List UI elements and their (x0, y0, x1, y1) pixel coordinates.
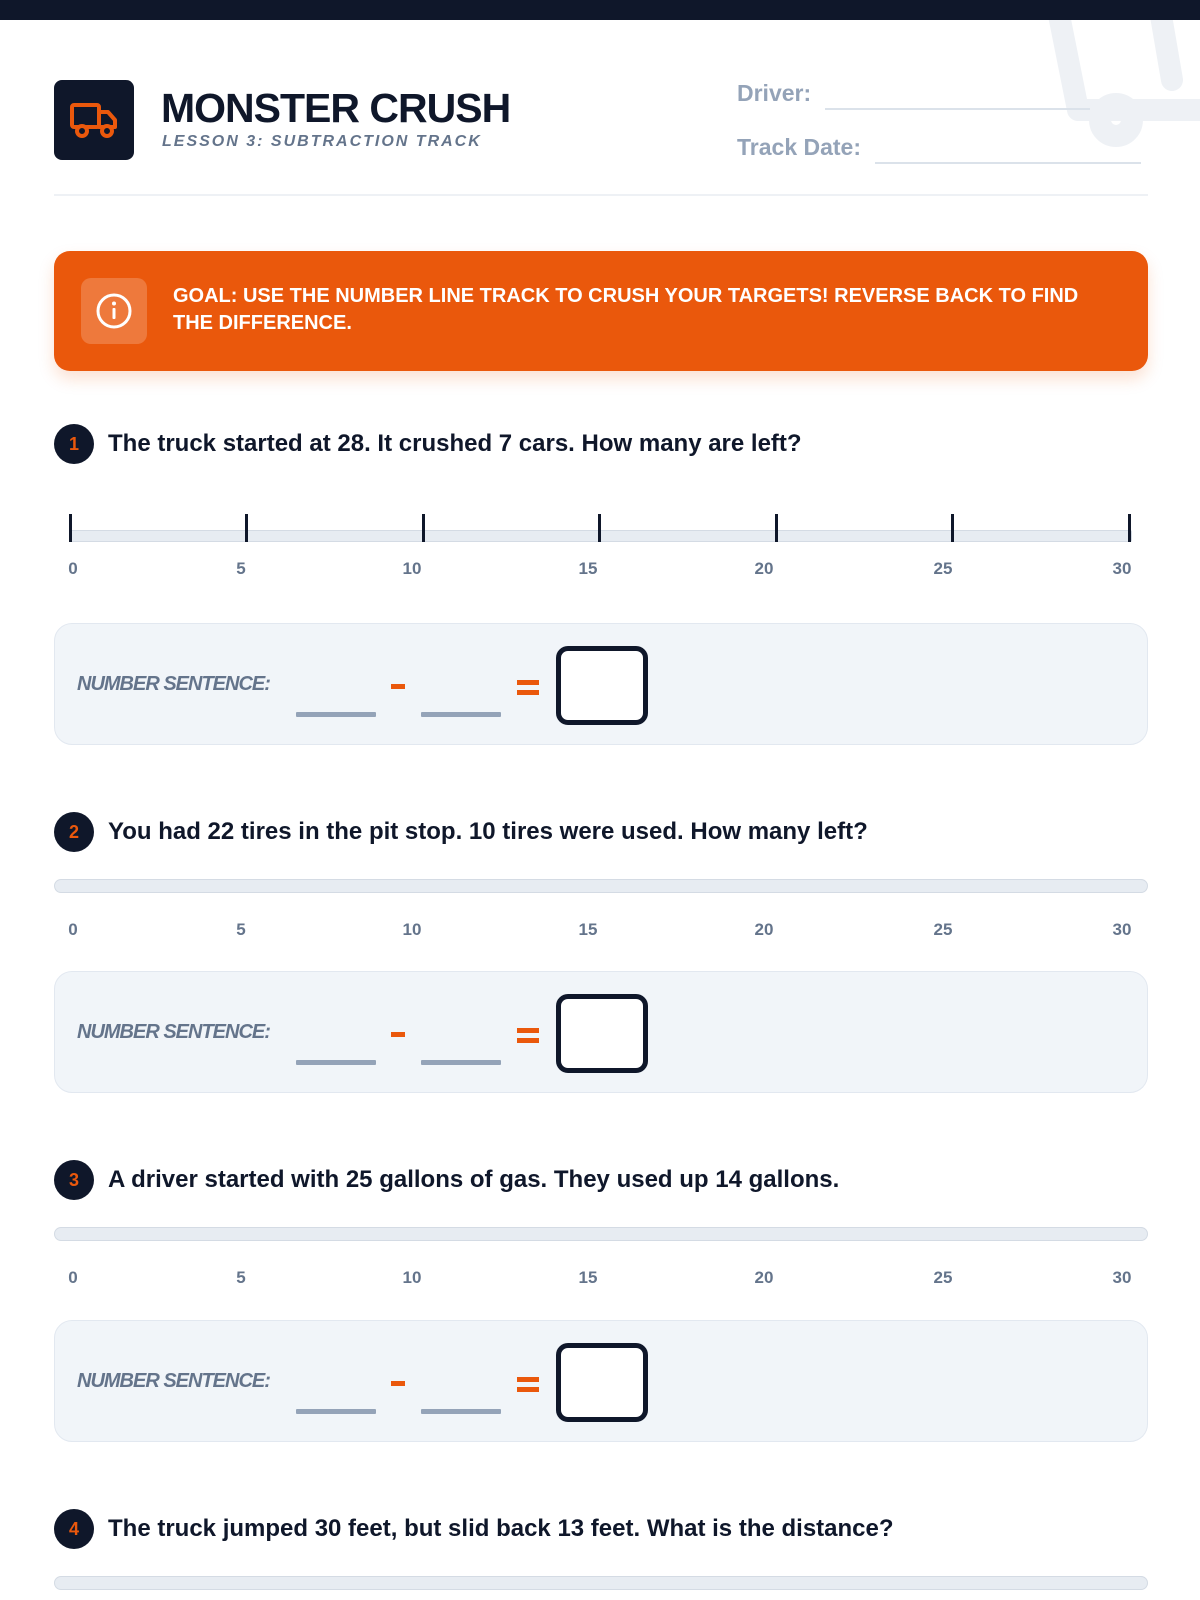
number-line-track-4 (54, 1576, 1148, 1590)
page-title: MONSTER CRUSH (161, 85, 511, 131)
question-text: The truck jumped 30 feet, but slid back 13 feet. What is the distance? (108, 1515, 894, 1542)
number-line-track-1 (70, 530, 1132, 542)
second-number-blank[interactable] (421, 1409, 501, 1414)
number-line-label: 10 (402, 559, 422, 578)
number-sentence-3 (54, 1320, 1148, 1442)
goal-banner (54, 251, 1148, 371)
driver-field (737, 79, 1090, 107)
minus-sign (391, 1381, 405, 1386)
number-line-label: 30 (1112, 920, 1132, 939)
number-line-label: 20 (754, 920, 774, 939)
question-text: A driver started with 25 gallons of gas. They used up 14 gallons. (108, 1166, 840, 1193)
answer-box[interactable] (556, 646, 648, 725)
number-line-label: 20 (754, 1268, 774, 1287)
second-number-blank[interactable] (421, 712, 501, 717)
number-sentence-label: NUMBER SENTENCE: (77, 673, 270, 695)
number-line-label: 0 (68, 920, 78, 939)
truck-icon (54, 80, 134, 160)
number-line-label: 25 (933, 1268, 953, 1287)
question-text: You had 22 tires in the pit stop. 10 tires were used. How many left? (108, 818, 868, 845)
number-line-label: 5 (236, 1268, 246, 1287)
number-line-label: 5 (236, 559, 246, 578)
number-line-track-2 (54, 879, 1148, 893)
number-line-label: 15 (578, 559, 598, 578)
number-line-label: 0 (68, 559, 78, 578)
page-subtitle: LESSON 3: SUBTRACTION TRACK (162, 133, 482, 150)
track-date-input-line[interactable] (875, 162, 1141, 164)
answer-box[interactable] (556, 1343, 648, 1422)
driver-label: Driver: (737, 80, 812, 106)
number-line-label: 30 (1112, 1268, 1132, 1287)
minus-sign (391, 684, 405, 689)
number-line-labels-1 (0, 559, 1200, 579)
question-number-badge: 3 (54, 1160, 94, 1200)
number-line-track-3 (54, 1227, 1148, 1241)
question-1 (54, 424, 802, 464)
number-line-label: 30 (1112, 559, 1132, 578)
equals-sign (517, 1377, 539, 1392)
question-text: The truck started at 28. It crushed 7 cars. How many are left? (108, 430, 802, 457)
question-4 (54, 1509, 894, 1549)
goal-text: GOAL: USE THE NUMBER LINE TRACK TO CRUSH YOUR TARGETS! REVERSE BACK TO FIND THE DIFFERENCE. (173, 285, 1079, 334)
top-bar (0, 0, 1200, 20)
driver-input-line[interactable] (825, 108, 1090, 110)
tick-mark (951, 514, 954, 542)
number-line-label: 10 (402, 920, 422, 939)
second-number-blank[interactable] (421, 1060, 501, 1065)
track-date-label: Track Date: (737, 134, 862, 160)
tick-mark (245, 514, 248, 542)
question-number-badge: 2 (54, 812, 94, 852)
number-line-labels-2 (0, 920, 1200, 940)
equals-sign (517, 1028, 539, 1043)
number-sentence-label: NUMBER SENTENCE: (77, 1021, 270, 1043)
question-number-badge: 4 (54, 1509, 94, 1549)
tick-mark (69, 514, 72, 542)
number-line-label: 15 (578, 920, 598, 939)
number-line-label: 0 (68, 1268, 78, 1287)
number-line-labels-3 (0, 1268, 1200, 1288)
number-sentence-1 (54, 623, 1148, 745)
number-sentence-2 (54, 971, 1148, 1093)
first-number-blank[interactable] (296, 1060, 376, 1065)
info-icon (81, 278, 147, 344)
equals-sign (517, 680, 539, 695)
tick-mark (1128, 514, 1131, 542)
tick-mark (422, 514, 425, 542)
question-number-badge: 1 (54, 424, 94, 464)
number-line-label: 10 (402, 1268, 422, 1287)
number-line-label: 20 (754, 559, 774, 578)
question-2 (54, 812, 868, 852)
number-line-label: 25 (933, 920, 953, 939)
number-sentence-label: NUMBER SENTENCE: (77, 1370, 270, 1392)
first-number-blank[interactable] (296, 1409, 376, 1414)
question-3 (54, 1160, 839, 1200)
number-line-label: 25 (933, 559, 953, 578)
first-number-blank[interactable] (296, 712, 376, 717)
track-date-field (737, 133, 1141, 161)
tick-mark (598, 514, 601, 542)
number-line-label: 15 (578, 1268, 598, 1287)
minus-sign (391, 1032, 405, 1037)
tick-mark (775, 514, 778, 542)
number-line-label: 5 (236, 920, 246, 939)
answer-box[interactable] (556, 994, 648, 1073)
